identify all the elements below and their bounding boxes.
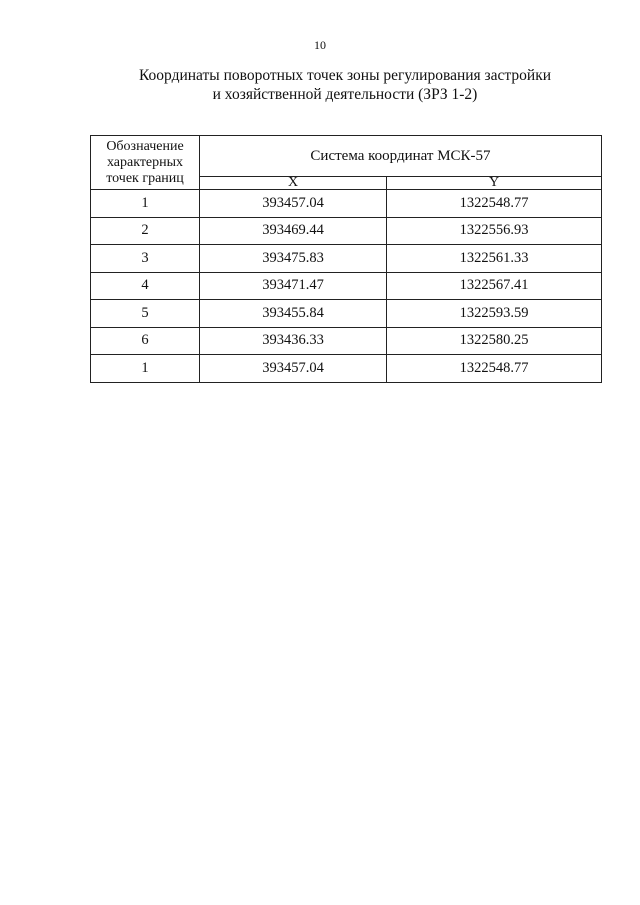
x-value: 393457.04: [200, 190, 387, 218]
x-value: 393436.33: [200, 327, 387, 355]
header-coordinate-system: Система координат МСК-57: [200, 136, 602, 177]
header-point-designation: Обозначение характерных точек границ: [91, 136, 200, 190]
point-id: 6: [91, 327, 200, 355]
point-id: 1: [91, 190, 200, 218]
table-row: [91, 190, 602, 218]
table-row: [91, 355, 602, 383]
y-value: 1322580.25: [387, 327, 602, 355]
title-line-1: Координаты поворотных точек зоны регулирования застройки: [138, 67, 552, 84]
table-row: [91, 300, 602, 328]
x-value: 393457.04: [200, 355, 387, 383]
header-x: X: [200, 177, 387, 190]
point-id: 3: [91, 245, 200, 273]
coordinates-table: [90, 135, 602, 383]
point-id: 5: [91, 300, 200, 328]
document-title: [120, 66, 570, 104]
y-value: 1322561.33: [387, 245, 602, 273]
header-y: Y: [387, 177, 602, 190]
x-value: 393475.83: [200, 245, 387, 273]
point-id: 4: [91, 272, 200, 300]
y-value: 1322556.93: [387, 217, 602, 245]
title-line-2: и хозяйственной деятельности (ЗРЗ 1-2): [212, 86, 478, 103]
table-row: [91, 217, 602, 245]
table-row: [91, 272, 602, 300]
y-value: 1322567.41: [387, 272, 602, 300]
point-id: 1: [91, 355, 200, 383]
x-value: 393471.47: [200, 272, 387, 300]
point-id: 2: [91, 217, 200, 245]
y-value: 1322593.59: [387, 300, 602, 328]
y-value: 1322548.77: [387, 355, 602, 383]
y-value: 1322548.77: [387, 190, 602, 218]
page-number: 10: [314, 38, 326, 52]
x-value: 393469.44: [200, 217, 387, 245]
table-row: [91, 327, 602, 355]
x-value: 393455.84: [200, 300, 387, 328]
table-row: [91, 245, 602, 273]
